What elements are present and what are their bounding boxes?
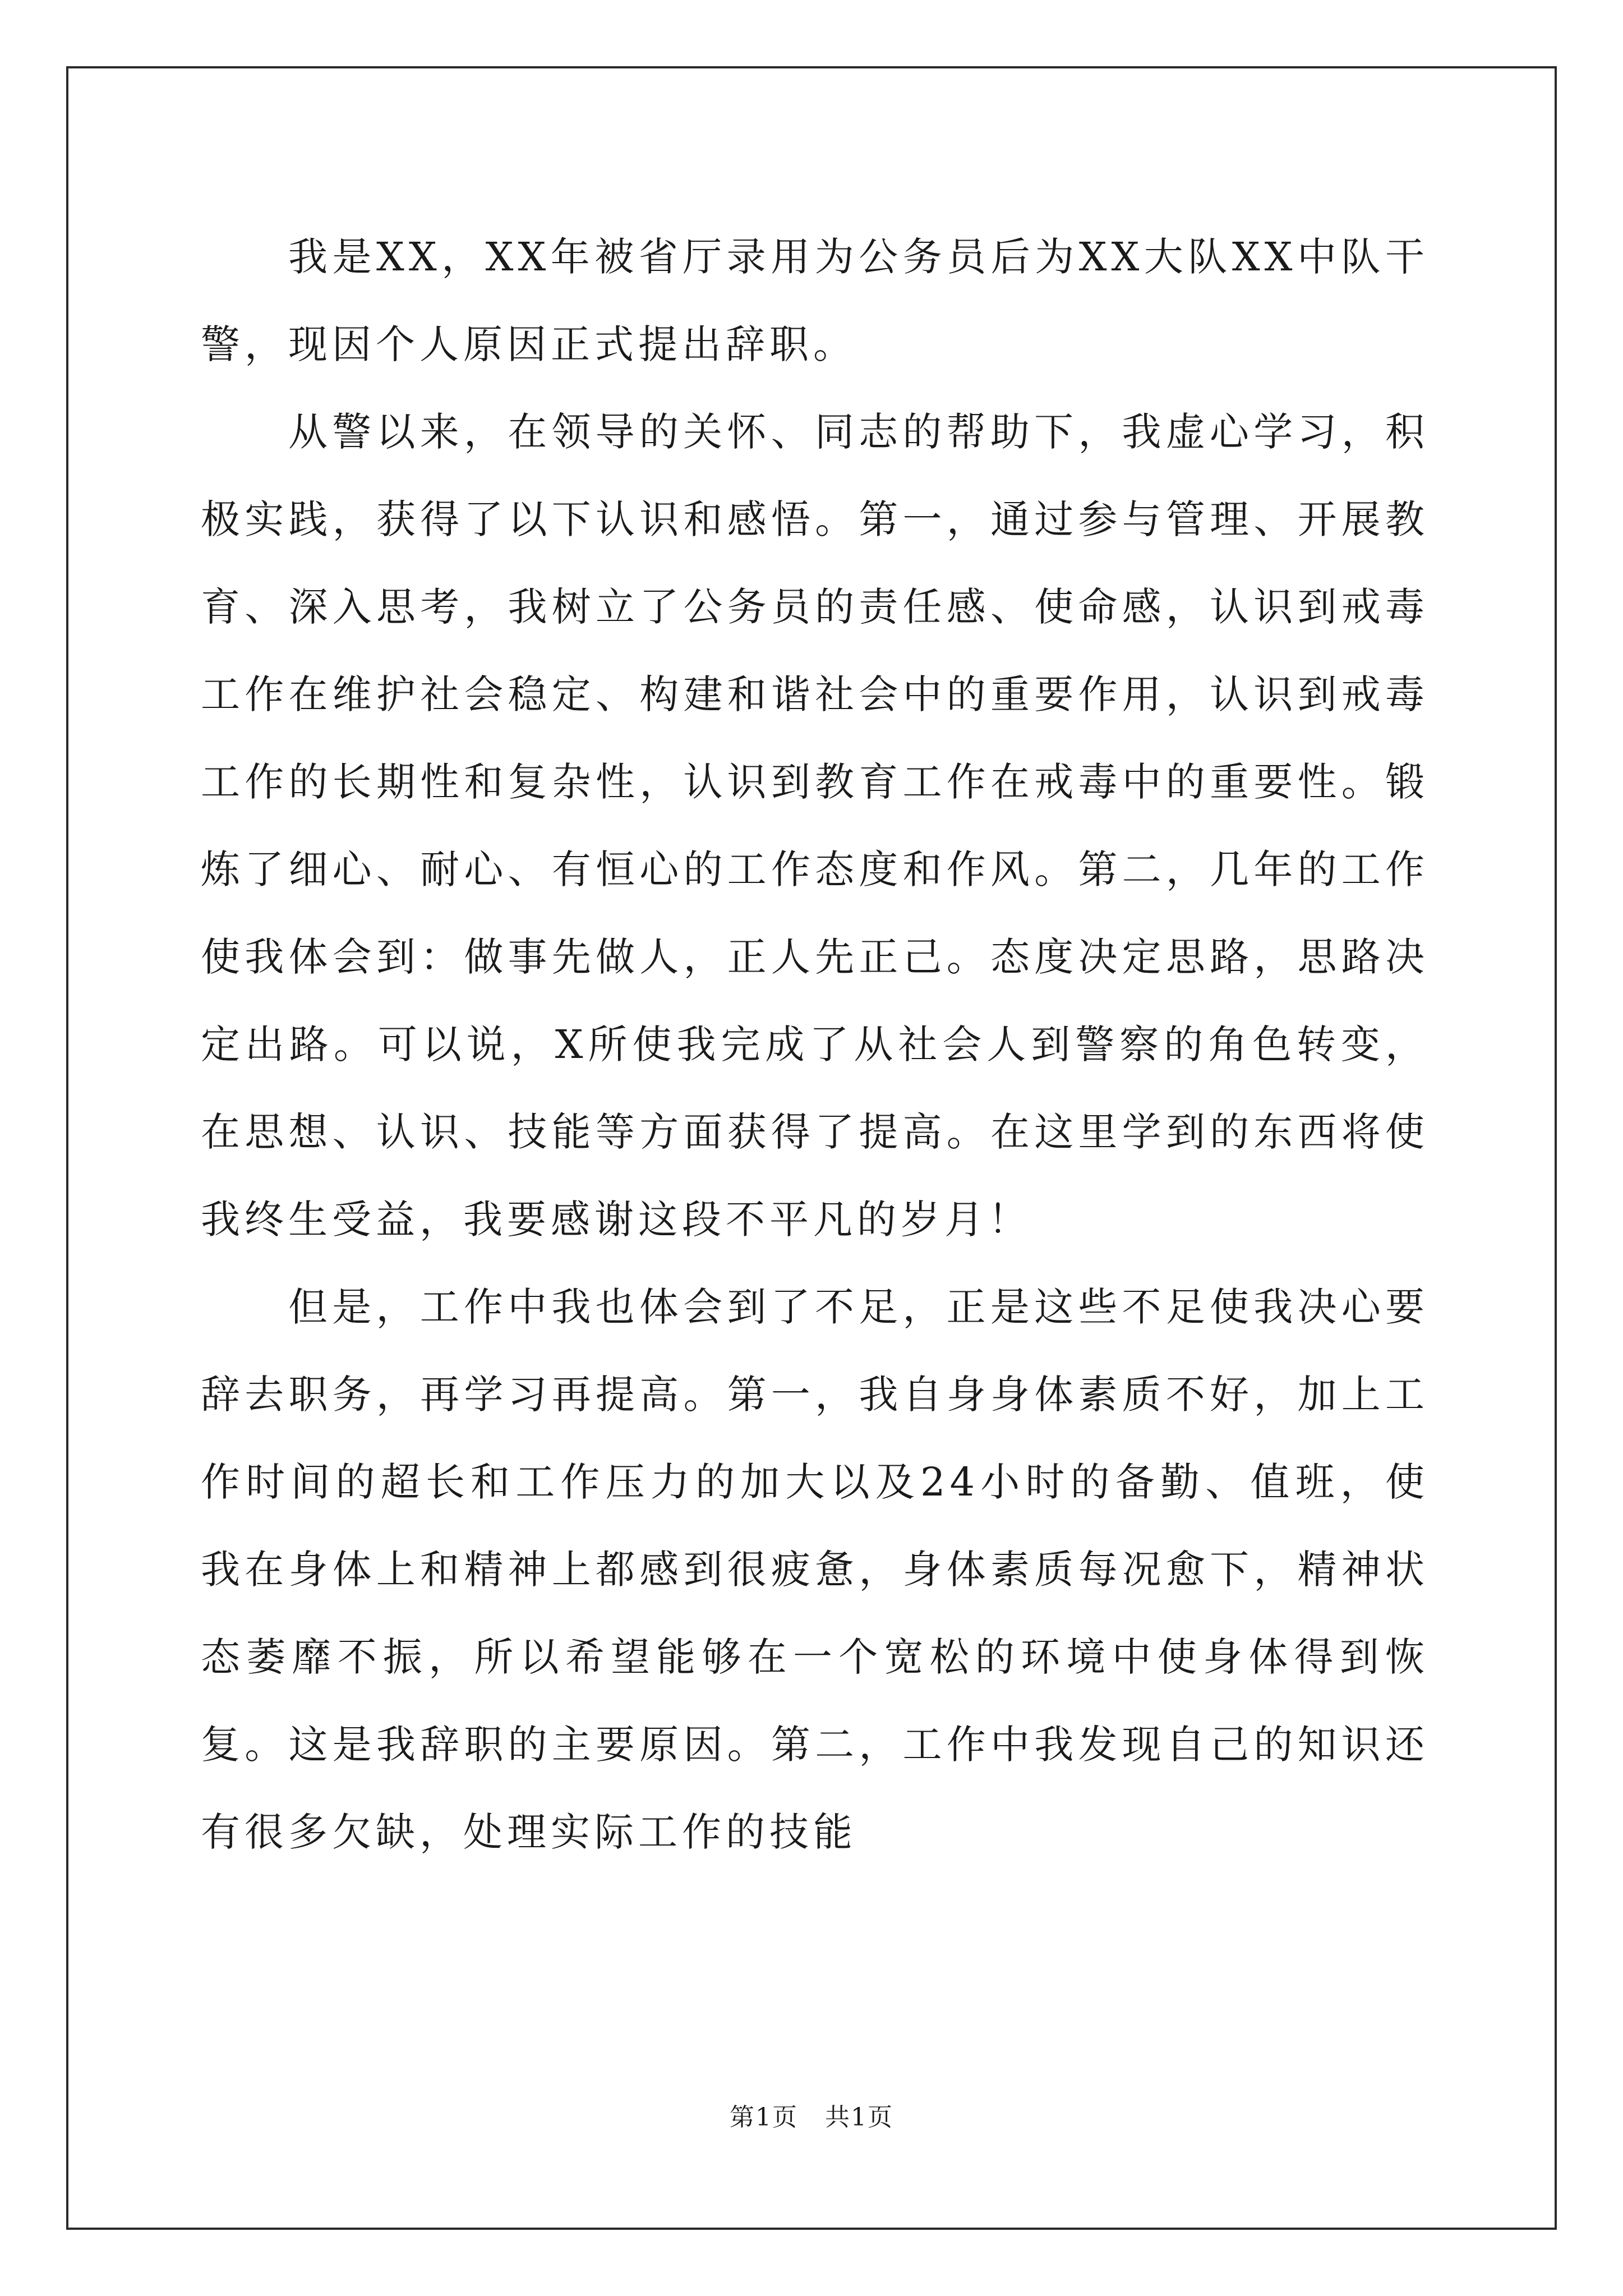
- paragraph-1: 我是XX，XX年被省厅录用为公务员后为XX大队XX中队干警，现因个人原因正式提出辞职。: [201, 234, 1429, 367]
- paragraph-3: 但是，工作中我也体会到了不足，正是这些不足使我决心要辞去职务，再学习再提高。第一，我自身身体素质不好，加上工作时间的超长和工作压力的加大以及24小时的备勤、值班，使我在身体上和精神上都感到很疲惫，身体素质每况愈下，精神状态萎靡不振，所以希望能够在一个宽松的环境中使身体得到恢复。这是我辞职的主要原因。第二，工作中我发现自己的知识还有很多欠缺，处理实际工作的技能: [201, 1284, 1429, 1855]
- page-footer: [0, 2097, 1623, 2133]
- document-body: [201, 213, 1429, 1876]
- page-number: 第1页: [730, 2103, 799, 2132]
- page-total: 共1页: [824, 2103, 893, 2132]
- paragraph-2: 从警以来，在领导的关怀、同志的帮助下，我虚心学习，积极实践，获得了以下认识和感悟。第一，通过参与管理、开展教育、深入思考，我树立了公务员的责任感、使命感，认识到戒毒工作在维护社会稳定、构建和谐社会中的重要作用，认识到戒毒工作的长期性和复杂性，认识到教育工作在戒毒中的重要性。锻炼了细心、耐心、有恒心的工作态度和作风。第二，几年的工作使我体会到：做事先做人，正人先正己。态度决定思路，思路决定出路。可以说，X所使我完成了从社会人到警察的角色转变，在思想、认识、技能等方面获得了提高。在这里学到的东西将使我终生受益，我要感谢这段不平凡的岁月！: [201, 409, 1429, 1243]
